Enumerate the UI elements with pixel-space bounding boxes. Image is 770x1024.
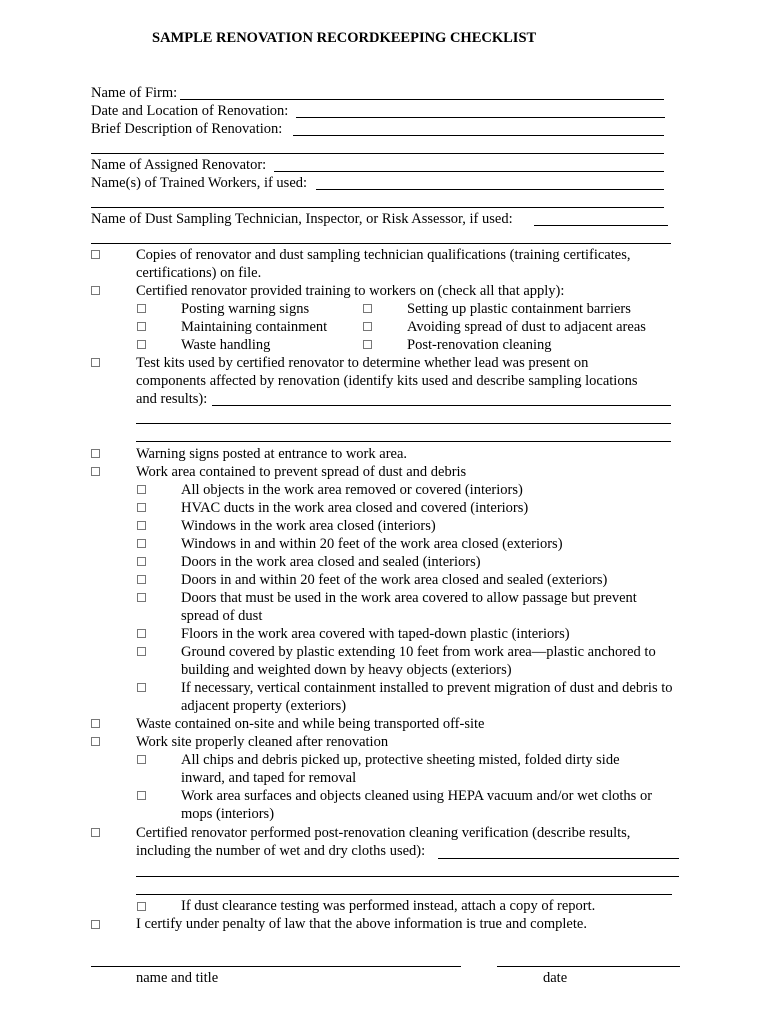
renovator-field[interactable] [274,171,664,172]
test-kits-text-line3: and results): [136,391,208,407]
test-kits-field-3[interactable] [136,441,671,442]
doors-passage-checkbox[interactable] [137,593,146,602]
workers-field[interactable] [316,189,664,190]
posting-signs-text: Posting warning signs [181,301,310,317]
post-renovation-cleaning-text: Post-renovation cleaning [407,337,552,353]
hvac-closed-text: HVAC ducts in the work area closed and covered (interiors) [181,500,529,516]
vertical-containment-text: If necessary, vertical containment installed to prevent migration of dust and debris to adjacent property (exteriors) [181,680,673,714]
test-kits-text-line1: Test kits used by certified renovator to determine whether lead was present on [136,355,589,371]
firm-field[interactable] [180,99,664,100]
firm-label: Name of Firm: [91,85,178,101]
test-kits-field[interactable] [212,405,671,406]
floors-covered-checkbox[interactable] [137,629,146,638]
ground-covered-checkbox[interactable] [137,647,146,656]
technician-field-continued[interactable] [91,243,671,244]
hepa-checkbox[interactable] [137,791,146,800]
cleaned-checkbox[interactable] [91,737,100,746]
avoiding-spread-checkbox[interactable] [363,322,372,331]
name-title-field[interactable] [91,966,461,967]
date-location-label: Date and Location of Renovation: [91,103,289,119]
warning-signs-text: Warning signs posted at entrance to work area. [136,446,408,462]
doors-passage-text: Doors that must be used in the work area covered to allow passage but prevent spread of dust [181,590,637,624]
windows-exterior-text: Windows in and within 20 feet of the work area closed (exteriors) [181,536,563,552]
verification-checkbox[interactable] [91,828,100,837]
training-checkbox[interactable] [91,286,100,295]
verification-field[interactable] [438,858,679,859]
verification-text-line2: including the number of wet and dry cloths used): [136,843,426,859]
copies-text: Copies of renovator and dust sampling technician qualifications (training certificates, certifications) on file. [136,247,631,281]
test-kits-checkbox[interactable] [91,358,100,367]
test-kits-field-2[interactable] [136,423,671,424]
technician-field[interactable] [534,225,668,226]
posting-signs-checkbox[interactable] [137,304,146,313]
workers-field-continued[interactable] [91,207,664,208]
verification-field-2[interactable] [136,876,679,877]
test-kits-text-line2: components affected by renovation (identify kits used and describe sampling locations [136,373,638,389]
certify-checkbox[interactable] [91,920,100,929]
doors-exterior-text: Doors in and within 20 feet of the work area closed and sealed (exteriors) [181,572,608,588]
chips-debris-checkbox[interactable] [137,755,146,764]
objects-covered-text: All objects in the work area removed or covered (interiors) [181,482,523,498]
plastic-barriers-text: Setting up plastic containment barriers [407,301,631,317]
date-field[interactable] [497,966,680,967]
avoiding-spread-text: Avoiding spread of dust to adjacent areas [407,319,646,335]
vertical-containment-checkbox[interactable] [137,683,146,692]
page-title: SAMPLE RENOVATION RECORDKEEPING CHECKLIST [152,30,537,46]
chips-debris-text: All chips and debris picked up, protective sheeting misted, folded dirty side inward, and taped for removal [181,752,620,786]
windows-interior-text: Windows in the work area closed (interiors) [181,518,436,534]
doors-interior-checkbox[interactable] [137,557,146,566]
cleaned-text: Work site properly cleaned after renovation [136,734,389,750]
date-location-field[interactable] [296,117,665,118]
training-text: Certified renovator provided training to workers on (check all that apply): [136,283,565,299]
plastic-barriers-checkbox[interactable] [363,304,372,313]
windows-interior-checkbox[interactable] [137,521,146,530]
doors-interior-text: Doors in the work area closed and sealed (interiors) [181,554,481,570]
waste-handling-text: Waste handling [181,337,271,353]
objects-covered-checkbox[interactable] [137,485,146,494]
hvac-closed-checkbox[interactable] [137,503,146,512]
maintaining-containment-text: Maintaining containment [181,319,328,335]
date-label: date [543,970,568,986]
description-field-continued[interactable] [91,153,664,154]
doors-exterior-checkbox[interactable] [137,575,146,584]
verification-text-line1: Certified renovator performed post-renovation cleaning verification (describe results, [136,825,631,841]
technician-label: Name of Dust Sampling Technician, Inspector, or Risk Assessor, if used: [91,211,513,227]
floors-covered-text: Floors in the work area covered with taped-down plastic (interiors) [181,626,570,642]
description-field[interactable] [293,135,664,136]
hepa-text: Work area surfaces and objects cleaned using HEPA vacuum and/or wet cloths or mops (interiors) [181,788,653,822]
maintaining-containment-checkbox[interactable] [137,322,146,331]
clearance-text: If dust clearance testing was performed instead, attach a copy of report. [181,898,596,914]
waste-checkbox[interactable] [91,719,100,728]
windows-exterior-checkbox[interactable] [137,539,146,548]
renovator-label: Name of Assigned Renovator: [91,157,267,173]
clearance-checkbox[interactable] [137,902,146,911]
certify-text: I certify under penalty of law that the above information is true and complete. [136,916,587,932]
contained-text: Work area contained to prevent spread of dust and debris [136,464,467,480]
ground-covered-text: Ground covered by plastic extending 10 feet from work area—plastic anchored to building and weighted down by heavy objects (exteriors) [181,644,656,678]
description-label: Brief Description of Renovation: [91,121,283,137]
verification-field-3[interactable] [136,894,672,895]
copies-checkbox[interactable] [91,250,100,259]
contained-checkbox[interactable] [91,467,100,476]
workers-label: Name(s) of Trained Workers, if used: [91,175,308,191]
post-renovation-cleaning-checkbox[interactable] [363,340,372,349]
waste-text: Waste contained on-site and while being transported off-site [136,716,485,732]
waste-handling-checkbox[interactable] [137,340,146,349]
warning-signs-checkbox[interactable] [91,449,100,458]
name-title-label: name and title [136,970,219,986]
